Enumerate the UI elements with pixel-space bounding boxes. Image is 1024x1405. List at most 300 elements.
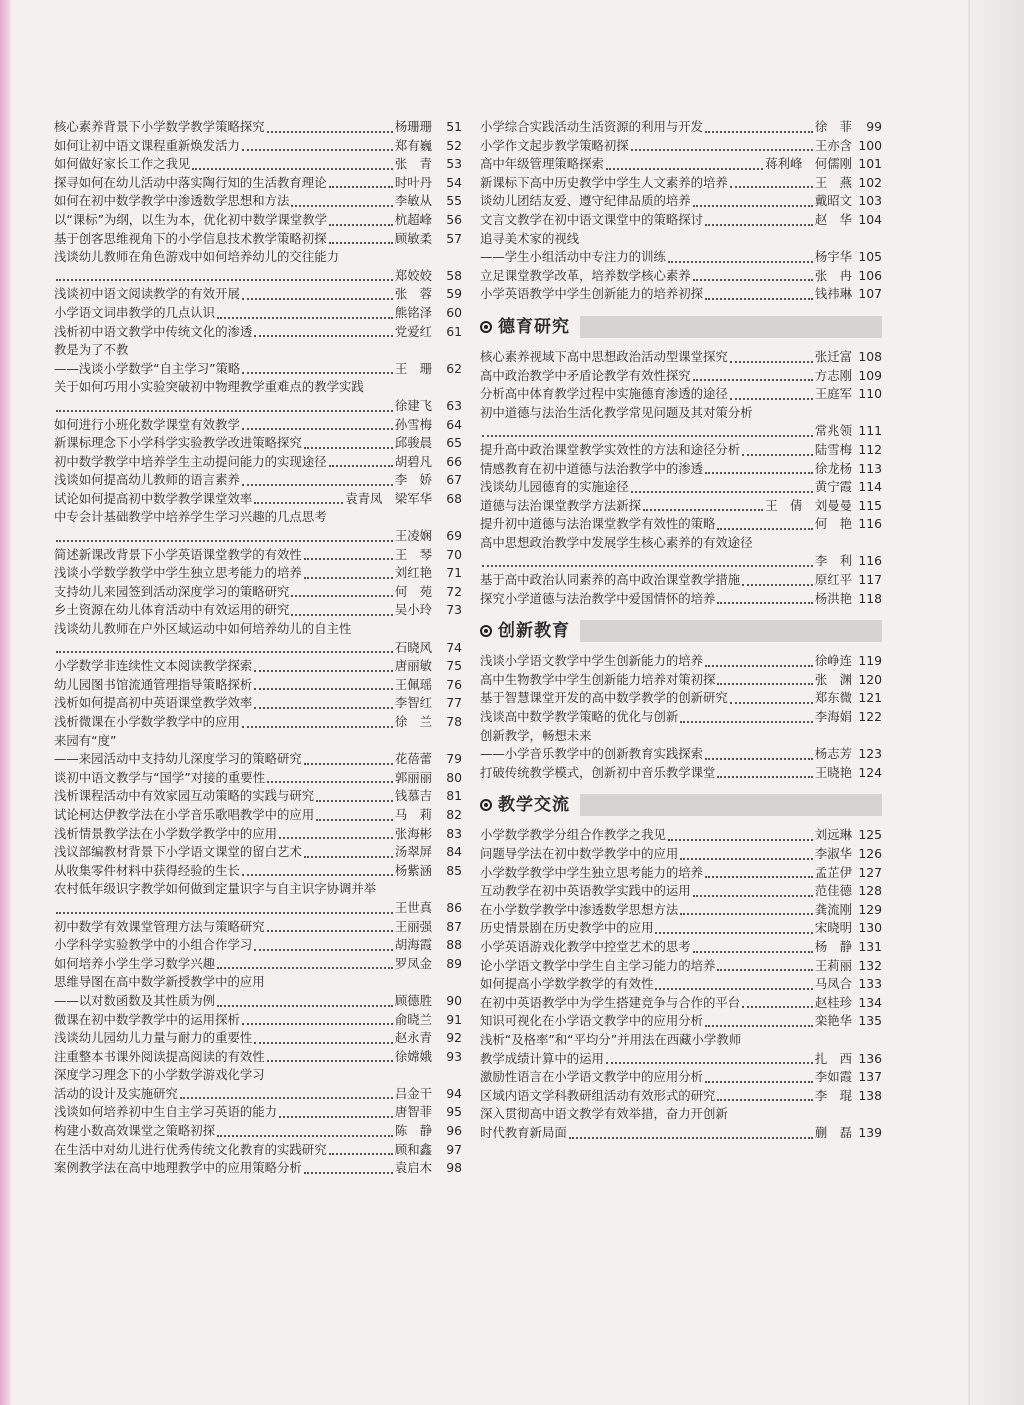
toc-entry-author: 花蓓蕾: [394, 751, 432, 767]
toc-entry: [54, 918, 462, 937]
toc-entry-title: 初中数学教学中培养学生主动提问能力的实现途径: [54, 453, 327, 469]
toc-entry: [480, 652, 882, 671]
leader-dots: [267, 780, 393, 783]
toc-entry-page: 131: [858, 938, 882, 954]
toc-entry: [54, 1159, 462, 1178]
leader-dots: [329, 185, 393, 188]
toc-entry-title: 试论柯达伊教学法在小学音乐歌唱教学中的应用: [54, 806, 315, 822]
toc-entry-author: 杨志芳: [814, 746, 852, 762]
toc-entry-page: 126: [858, 846, 882, 861]
toc-entry: [54, 955, 462, 974]
toc-entry-title: ——小学音乐教学中的创新教育实践探索: [480, 746, 704, 762]
toc-entry-author: 陆雪梅: [814, 441, 852, 457]
leader-dots: [693, 204, 813, 207]
toc-entry: [54, 416, 462, 435]
toc-entry-page: 73: [446, 602, 462, 618]
toc-entry-title: 来园有“度”: [54, 732, 117, 748]
leader-dots: [643, 508, 763, 511]
toc-entry: [54, 192, 462, 211]
toc-entry-title: 探究小学道德与法治教学中爱国情怀的培养: [480, 590, 716, 606]
toc-entry-page: 118: [858, 590, 882, 606]
toc-entry-author: 王 珊: [394, 360, 432, 376]
toc-entry: [480, 285, 882, 304]
toc-entry: [54, 676, 462, 695]
toc-entry-page: 108: [858, 348, 882, 364]
toc-entry-title: 思维导图在高中数学新授教学中的应用: [54, 974, 265, 990]
toc-entry-title: 打破传统教学模式，创新初中音乐教学课堂: [480, 764, 716, 780]
toc-entry-page: 135: [858, 1013, 882, 1029]
toc-entry-page: 59: [446, 286, 462, 302]
toc-entry-page: 103: [858, 193, 882, 209]
toc-entry-title: 核心素养视域下高中思想政治活动型课堂探究: [480, 348, 728, 364]
leader-dots: [304, 557, 393, 560]
toc-entry-title: 试论如何提高初中数学教学课堂效率: [54, 490, 253, 506]
leader-dots: [705, 757, 813, 760]
leader-dots: [254, 706, 393, 709]
toc-entry-author: 王凌娴: [394, 528, 432, 544]
toc-entry-author: 王 燕: [814, 174, 852, 190]
toc-entry-page: 58: [446, 267, 462, 283]
toc-entry: [54, 360, 462, 379]
toc-entry: [54, 1103, 462, 1122]
toc-entry-title: 创新教学，畅想未来: [480, 727, 592, 743]
toc-entry-title: 注重整本书课外阅读提高阅读的有效性: [54, 1048, 265, 1064]
leader-dots: [304, 762, 393, 765]
toc-entry: [480, 348, 882, 367]
toc-entry-title: 小学英语教学中学生创新能力的培养初探: [480, 286, 704, 302]
toc-entry-title: 如何让初中语文课程重新焕发活力: [54, 137, 240, 153]
toc-entry-page: 97: [446, 1141, 462, 1157]
toc-entry-title: 追寻美术家的视线: [480, 230, 580, 246]
toc-entry-page: 102: [858, 174, 882, 190]
toc-entry-title: 支持幼儿来园签到活动深度学习的策略研究: [54, 583, 290, 599]
toc-entry: [480, 174, 882, 193]
toc-entry: [54, 750, 462, 769]
toc-entry-page: 79: [446, 751, 462, 767]
toc-entry-page: 112: [858, 441, 882, 457]
toc-entry: [54, 453, 462, 472]
toc-entry-title: 小学数学教学分组合作教学之我见: [480, 827, 666, 843]
toc-entry-page: 116: [858, 516, 882, 532]
toc-entry: [480, 764, 882, 783]
toc-entry-author: 杨珊珊: [394, 119, 432, 134]
toc-entry-page: 119: [858, 653, 882, 669]
leader-dots: [267, 130, 393, 133]
toc-entry-page: 122: [858, 709, 882, 725]
toc-entry-title: 谈幼儿团结友爱、遵守纪律品质的培养: [480, 193, 691, 209]
toc-entry-author: 罗凤金: [394, 955, 432, 971]
leader-dots: [254, 687, 393, 690]
toc-entry-author: 马凤合: [814, 976, 852, 992]
toc-entry-author: 蒯 磊: [814, 1124, 852, 1140]
leader-dots: [242, 725, 393, 728]
toc-entry-page: 64: [446, 416, 462, 432]
toc-entry-author: 胡碧凡: [394, 453, 432, 469]
toc-entry: [480, 248, 882, 267]
toc-entry-title: 如何做好家长工作之我见: [54, 156, 191, 172]
toc-entry-author: 王晓艳: [814, 764, 852, 780]
toc-entry-page: 67: [446, 472, 462, 488]
toc-entry-page: 101: [858, 156, 882, 172]
toc-entry-title: 乡土资源在幼儿体育活动中有效运用的研究: [54, 602, 290, 618]
toc-entry-author: 袁青凤 梁军华: [345, 490, 432, 506]
toc-entry-title: 新课标下高中历史教学中学生人文素养的培养: [480, 174, 728, 190]
toc-entry-page: 106: [858, 267, 882, 283]
toc-entry: [54, 285, 462, 304]
toc-entry-title: ——学生小组活动中专注力的训练: [480, 249, 666, 265]
leader-dots: [316, 799, 393, 802]
toc-entry-page: 63: [446, 397, 462, 413]
leader-dots: [304, 446, 393, 449]
leader-dots: [217, 1004, 393, 1007]
leader-dots: [304, 855, 393, 858]
toc-entry-page: 87: [446, 918, 462, 934]
toc-entry: [54, 564, 462, 583]
toc-entry-title: 浅析情景教学法在小学数学教学中的应用: [54, 825, 278, 841]
toc-entry: [480, 478, 882, 497]
toc-entry-author: 李如霞: [814, 1069, 852, 1085]
toc-entry-title: ——浅谈小学数学“自主学习”策略: [54, 360, 241, 376]
toc-entry: [480, 975, 882, 994]
toc-entry-page: 117: [858, 572, 882, 588]
toc-entry-title: 浅谈如何培养初中生自主学习英语的能力: [54, 1104, 278, 1120]
toc-entry-page: 124: [858, 764, 882, 780]
section-rule: [580, 316, 882, 338]
leader-dots: [693, 378, 813, 381]
toc-entry: [480, 1050, 882, 1069]
toc-entry: [54, 657, 462, 676]
toc-entry-author: 李 利: [814, 553, 852, 569]
toc-entry-title: 立足课堂教学改革，培养数学核心素养: [480, 267, 691, 283]
toc-entry: [54, 1029, 462, 1048]
toc-entry-title: 小学作文起步教学策略初探: [480, 137, 629, 153]
leader-dots: [217, 966, 393, 969]
leader-dots: [631, 148, 813, 151]
toc-entry: [480, 1012, 882, 1031]
toc-entry-page: 52: [446, 137, 462, 153]
toc-entry-title: 高中年级管理策略探索: [480, 156, 604, 172]
toc-entry-author: 张 渊: [814, 671, 852, 687]
toc-entry-author: 龚流刚: [814, 901, 852, 917]
toc-entry-page: 138: [858, 1087, 882, 1103]
toc-entry-author: 马 莉: [394, 806, 432, 822]
leader-dots: [56, 539, 393, 542]
toc-entry-author: 俞晓兰: [394, 1011, 432, 1027]
toc-entry-page: 99: [866, 119, 882, 134]
toc-entry: [54, 787, 462, 806]
toc-entry-title: ——以对数函数及其性质为例: [54, 992, 216, 1008]
toc-entry-author: 宋晓明: [814, 920, 852, 936]
toc-entry-page: 139: [858, 1124, 882, 1140]
section-rule: [580, 620, 882, 642]
leader-dots: [304, 576, 393, 579]
leader-dots: [254, 501, 343, 504]
leader-dots: [569, 1136, 813, 1139]
toc-entry: [54, 862, 462, 881]
toc-entry-author: 常兆领: [814, 423, 852, 439]
leader-dots: [180, 1096, 393, 1099]
section-header: [480, 316, 882, 338]
toc-entry-title: 浅谈幼儿教师在户外区域运动中如何培养幼儿的自主性: [54, 621, 352, 637]
toc-entry-author: 郭丽丽: [394, 769, 432, 785]
toc-entry-title: 激励性语言在小学语文教学中的应用分析: [480, 1069, 704, 1085]
toc-entry-page: 86: [446, 899, 462, 915]
toc-entry: [480, 919, 882, 938]
leader-dots: [693, 894, 813, 897]
toc-entry: [480, 1124, 882, 1143]
toc-entry-title: 农村低年级识字教学如何做到定量识字与自主识字协调并举: [54, 881, 377, 897]
binding-edge: [0, 0, 12, 1405]
toc-entry: [54, 230, 462, 249]
leader-dots: [730, 185, 813, 188]
toc-entry-page: 123: [858, 746, 882, 762]
toc-entry: [54, 583, 462, 602]
toc-entry-author: 李淑华: [814, 846, 852, 861]
toc-entry: [54, 267, 462, 286]
leader-dots: [693, 278, 813, 281]
toc-entry-author: 张迁富: [814, 348, 852, 364]
toc-entry-title: 浅议部编教材背景下小学语文课堂的留白艺术: [54, 844, 302, 860]
leader-dots: [329, 464, 393, 467]
toc-entry-author: 王佩瑶: [394, 676, 432, 692]
toc-entry-title: 教学成绩计算中的运用: [480, 1050, 604, 1066]
toc-entry-page: 74: [446, 639, 462, 655]
toc-entry-page: 120: [858, 671, 882, 687]
toc-entry-page: 66: [446, 453, 462, 469]
toc-entry-page: 129: [858, 901, 882, 917]
toc-entry-page: 70: [446, 546, 462, 562]
toc-entry: [54, 155, 462, 174]
leader-dots: [279, 1115, 393, 1118]
toc-entry-title: 浅谈如何提高幼儿教师的语言素养: [54, 472, 240, 488]
toc-entry-page: 75: [446, 658, 462, 674]
toc-entry: [480, 994, 882, 1013]
toc-entry-author: 张 蓉: [394, 286, 432, 302]
toc-entry: [54, 1048, 462, 1067]
toc-entry-author: 张 冉: [814, 267, 852, 283]
toc-entry-title: 问题导学法在初中数学教学中的应用: [480, 846, 679, 861]
toc-entry-title: 浅谈幼儿教师在角色游戏中如何培养幼儿的交往能力: [54, 249, 339, 265]
leader-dots: [730, 397, 813, 400]
toc-entry-author: 刘远琳: [814, 827, 852, 843]
toc-entry-title: 微课在初中数学教学中的运用探析: [54, 1011, 240, 1027]
leader-dots: [254, 948, 393, 951]
leader-dots: [329, 223, 393, 226]
toc-entry: [54, 992, 462, 1011]
toc-entry: [480, 422, 882, 441]
toc-entry-author: 赵永青: [394, 1030, 432, 1046]
toc-entry-page: 91: [446, 1011, 462, 1027]
toc-entry: [480, 385, 882, 404]
toc-entry-author: 李智红: [394, 695, 432, 711]
leader-dots: [254, 669, 393, 672]
toc-entry-author: 徐建飞: [394, 397, 432, 413]
leader-dots: [742, 1005, 813, 1008]
toc-entry-title: 如何进行小班化数学课堂有效教学: [54, 416, 240, 432]
leader-dots: [668, 260, 813, 263]
toc-entry-title: 在初中英语教学中为学生搭建竞争与合作的平台: [480, 994, 741, 1010]
leader-dots: [242, 1022, 393, 1025]
toc-entry-title: 小学语文词串教学的几点认识: [54, 304, 216, 320]
toc-entry-page: 90: [446, 992, 462, 1008]
toc-entry-author: 黄宁霞: [814, 479, 852, 495]
toc-entry-page: 53: [446, 156, 462, 172]
leader-dots: [242, 371, 393, 374]
leader-dots: [254, 1041, 393, 1044]
toc-entry-title: 情感教育在初中道德与法治教学中的渗透: [480, 460, 704, 476]
toc-entry: [54, 825, 462, 844]
toc-entry-author: 邱骏晨: [394, 435, 432, 451]
leader-dots: [291, 204, 392, 207]
toc-entry: [54, 211, 462, 230]
toc-entry-author: 徐 兰: [394, 714, 432, 729]
toc-entry: [54, 118, 462, 137]
toc-entry-author: 栾艳华: [814, 1013, 852, 1029]
toc-entry-page: 107: [858, 286, 882, 302]
toc-entry-author: 原红平: [814, 572, 852, 588]
toc-entry-author: 范佳德: [814, 883, 852, 899]
toc-entry-title: 高中思想政治教学中发展学生核心素养的有效途径: [480, 534, 753, 550]
toc-entry-author: 王丽强: [394, 918, 432, 934]
toc-entry-author: 王莉丽: [814, 957, 852, 973]
toc-entry-author: 杨洪艳: [814, 590, 852, 606]
toc-entry-title: 浅析课程活动中有效家园互动策略的实践与研究: [54, 788, 315, 804]
toc-entry-page: 81: [446, 788, 462, 804]
toc-entry-author: 李 琨: [814, 1087, 852, 1103]
toc-entry-author: 郑姣姣: [394, 267, 432, 283]
toc-entry: [480, 571, 882, 590]
toc-entry-title: 简述新课改背景下小学英语课堂教学的有效性: [54, 546, 302, 562]
toc-entry-author: 徐峥连: [814, 653, 852, 669]
toc-entry-title: 浅谈幼儿园德育的实施途径: [480, 479, 629, 495]
toc-entry: [480, 497, 882, 516]
toc-entry-page: 127: [858, 864, 882, 880]
section-rule: [580, 794, 882, 816]
section-header: [480, 794, 882, 816]
toc-entry-page: 114: [858, 479, 882, 495]
toc-entry-title: 构建小数高效课堂之策略初探: [54, 1123, 216, 1139]
toc-entry-title: 浅谈高中数学教学策略的优化与创新: [480, 709, 679, 725]
leader-dots: [291, 613, 392, 616]
toc-entry-author: 唐丽敏: [394, 658, 432, 674]
toc-entry: [54, 527, 462, 546]
toc-entry-page: 128: [858, 883, 882, 899]
toc-entry: [54, 304, 462, 323]
toc-entry-author: 李海娟: [814, 709, 852, 725]
toc-entry-author: 赵 华: [814, 211, 852, 227]
leader-dots: [655, 931, 812, 934]
toc-entry-page: 57: [446, 230, 462, 246]
toc-entry: [480, 1087, 882, 1106]
toc-entry: [54, 899, 462, 918]
toc-entry: [480, 708, 882, 727]
toc-entry-page: 84: [446, 844, 462, 860]
toc-entry-title: 谈初中语文教学与“国学”对接的重要性: [54, 769, 266, 785]
toc-entry-author: 熊铭泽: [394, 304, 432, 320]
toc-entry: [54, 1141, 462, 1160]
toc-entry: [54, 639, 462, 658]
toc-entry-page: 116: [858, 553, 882, 569]
toc-entry-author: 吕金干: [394, 1085, 432, 1101]
toc-entry-title: 道德与法治课堂教学方法新探: [480, 497, 642, 513]
section-title: 德育研究: [498, 316, 570, 337]
toc-entry: [480, 938, 882, 957]
toc-entry: [54, 137, 462, 156]
toc-entry-page: 56: [446, 211, 462, 227]
toc-entry: [54, 694, 462, 713]
toc-entry-page: 71: [446, 565, 462, 581]
toc-entry-title: 基于智慧课堂开发的高中数学教学的创新研究: [480, 690, 728, 706]
toc-entry: [54, 1122, 462, 1141]
leader-dots: [680, 720, 813, 723]
toc-entry-title: 论小学语文教学中学生自主学习能力的培养: [480, 957, 716, 973]
toc-entry-page: 121: [858, 690, 882, 706]
toc-entry-title: 如何提高小学数学教学的有效性: [480, 976, 654, 992]
toc-entry-page: 68: [446, 490, 462, 506]
toc-entry-author: 郑东微: [814, 690, 852, 706]
toc-entry-title: 浅谈幼儿园幼儿力量与耐力的重要性: [54, 1030, 253, 1046]
toc-entry-title: 分析高中体育教学过程中实施德育渗透的途径: [480, 386, 728, 402]
toc-entry-author: 杨紫涵: [394, 862, 432, 878]
leader-dots: [668, 838, 813, 841]
leader-dots: [705, 297, 813, 300]
section-title: 教学交流: [498, 795, 570, 816]
toc-entry: [480, 957, 882, 976]
toc-entry-page: 78: [446, 714, 462, 729]
toc-entry-title: 从收集零件材料中获得经验的生长: [54, 862, 240, 878]
leader-dots: [482, 434, 813, 437]
toc-entry-title: 浅谈初中语文阅读教学的有效开展: [54, 286, 240, 302]
toc-entry-author: 石晓风: [394, 639, 432, 655]
toc-entry: [480, 882, 882, 901]
toc-entry-author: 党爱红: [394, 323, 432, 339]
toc-entry-author: 顾德胜: [394, 992, 432, 1008]
leader-dots: [56, 409, 393, 412]
toc-entry-author: 唐智菲: [394, 1104, 432, 1120]
toc-entry-author: 陈 静: [394, 1123, 432, 1139]
toc-entry-page: 65: [446, 435, 462, 451]
toc-entry-author: 杨宇华: [814, 249, 852, 265]
leader-dots: [680, 912, 813, 915]
leader-dots: [267, 1059, 393, 1062]
toc-entry-author: 徐龙杨: [814, 460, 852, 476]
toc-entry-author: 赵桂珍: [814, 994, 852, 1010]
toc-entry-title: 活动的设计及实施研究: [54, 1085, 178, 1101]
toc-entry-title: 以“课标”为纲，以生为本，优化初中数学课堂教学: [54, 211, 328, 227]
leader-dots: [242, 297, 393, 300]
toc-entry-title: 教是为了不教: [54, 342, 129, 358]
leader-dots: [56, 650, 393, 653]
toc-entry: [480, 552, 882, 571]
toc-entry-author: 张 青: [394, 156, 432, 172]
toc-entry: [480, 192, 882, 211]
toc-entry-title: 核心素养背景下小学数学教学策略探究: [54, 119, 265, 134]
toc-entry: [480, 671, 882, 690]
toc-entry-page: 92: [446, 1030, 462, 1046]
toc-entry: [54, 546, 462, 565]
toc-entry-author: 顾和鑫: [394, 1141, 432, 1157]
toc-entry-title: 高中生物教学中学生创新能力培养对策初探: [480, 671, 716, 687]
leader-dots: [304, 1171, 393, 1174]
toc-entry-author: 顾敏柔: [394, 230, 432, 246]
toc-entry-title: 浅谈小学语文教学中学生创新能力的培养: [480, 653, 704, 669]
toc-entry-title: 案例教学法在高中地理教学中的应用策略分析: [54, 1160, 302, 1176]
toc-entry-page: 94: [446, 1085, 462, 1101]
toc-entry-page: 55: [446, 193, 462, 209]
toc-entry-page: 111: [858, 423, 882, 439]
leader-dots: [705, 471, 813, 474]
toc-entry: [54, 323, 462, 342]
